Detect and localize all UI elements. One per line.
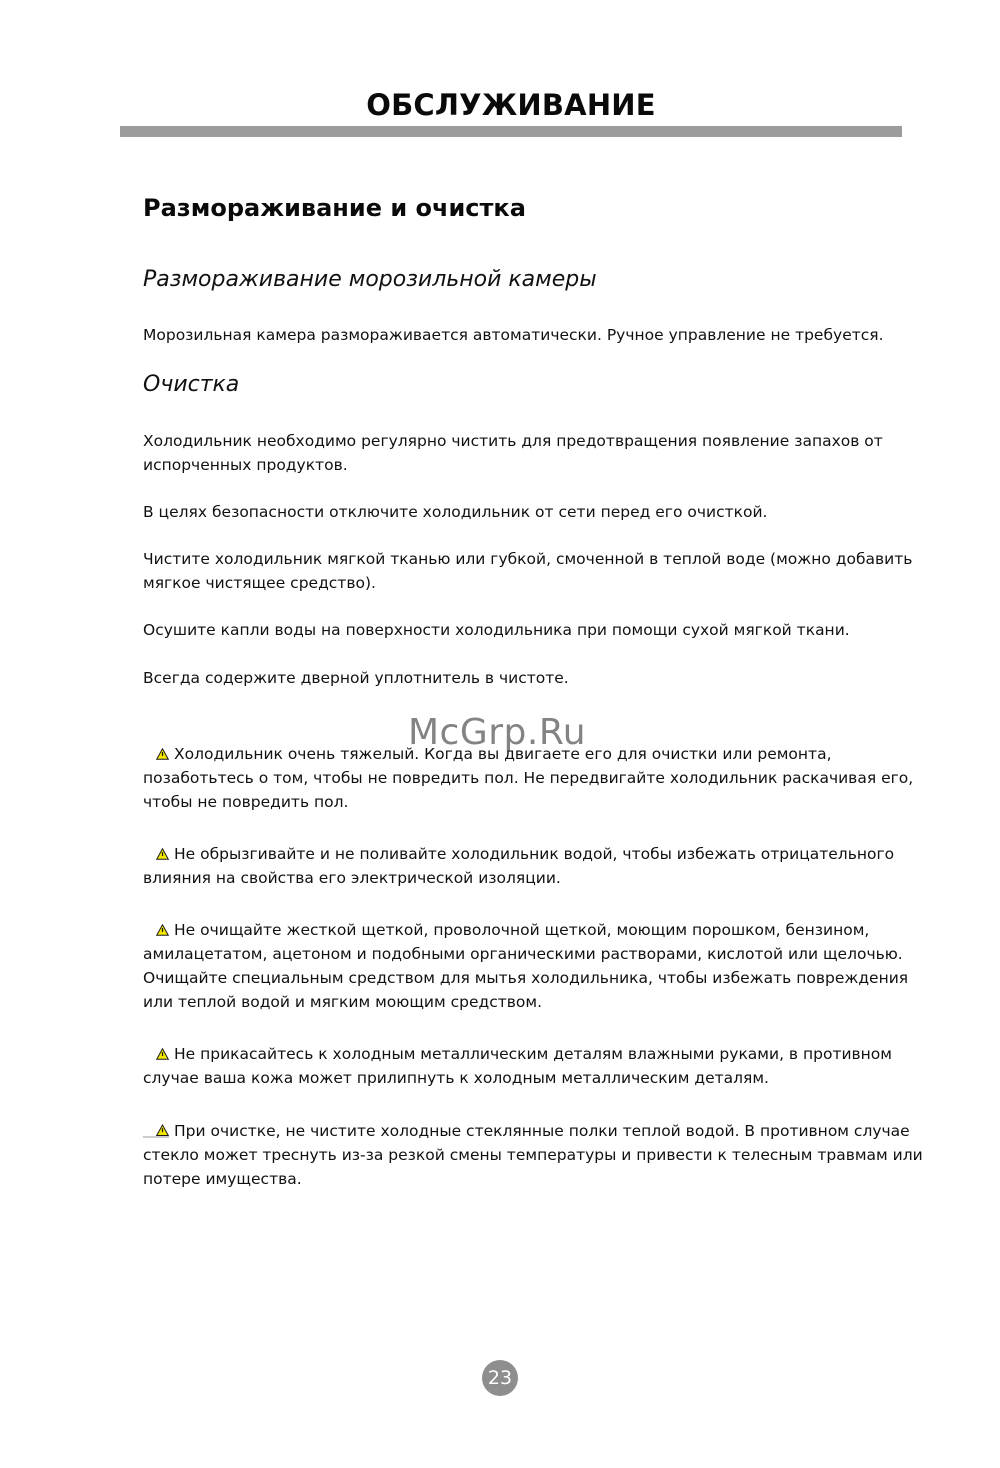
cleaning-paragraph: Всегда содержите дверной уплотнитель в чистоте. (143, 669, 569, 687)
watermark: McGrp.Ru (408, 712, 587, 753)
defrost-text: Морозильная камера размораживается автоматически. Ручное управление не требуется. (143, 326, 884, 344)
cleaning-heading: Очистка (143, 372, 240, 397)
warning-text: Не очищайте жесткой щеткой, проволочной щеткой, моющим порошком, бензином, амилацетатом, ацетоном и подобными органическими растворами, кислотой или щелочью. Очищайте специальным средством для мытья холодильника, чтобы избежать повреждения или теплой водой и мягким моющим средством. (143, 921, 909, 1011)
warning-item (143, 1119, 923, 1191)
warning-text: При очистке, не чистите холодные стеклянные полки теплой водой. В противном случае стекло может треснуть из-за резкой смены температуры и привести к телесным травмам или потере имущества. (143, 1122, 923, 1188)
warning-item (143, 1042, 923, 1090)
warning-triangle-icon (156, 924, 169, 936)
cleaning-paragraph: В целях безопасности отключите холодильник от сети перед его очисткой. (143, 503, 768, 521)
cleaning-paragraph: Чистите холодильник мягкой тканью или губкой, смоченной в теплой воде (можно добавить мягкое чистящее средство). (143, 550, 913, 592)
cleaning-paragraph: Осушите капли воды на поверхности холодильника при помощи сухой мягкой ткани. (143, 621, 850, 639)
warning-item (143, 842, 923, 890)
page-number-badge: 23 (482, 1360, 518, 1396)
section-heading: Размораживание и очистка (143, 194, 526, 222)
warning-triangle-icon (156, 748, 169, 760)
warning-item (143, 918, 923, 1014)
title-divider-bar (120, 126, 902, 137)
warning-triangle-icon (156, 1048, 169, 1060)
page-title: ОБСЛУЖИВАНИЕ (366, 88, 656, 122)
warning-text: Холодильник очень тяжелый. Когда вы двигаете его для очистки или ремонта, позаботьтесь о том, чтобы не повредить пол. Не передвигайте холодильник раскачивая его, чтобы не повредить пол. (143, 745, 914, 811)
warning-triangle-icon (156, 848, 169, 860)
warning-text: Не обрызгивайте и не поливайте холодильник водой, чтобы избежать отрицательного влияния на свойства его электрической изоляции. (143, 845, 895, 887)
cleaning-paragraph: Холодильник необходимо регулярно чистить для предотвращения появление запахов от испорченных продуктов. (143, 432, 883, 474)
defrost-heading: Размораживание морозильной камеры (143, 267, 597, 292)
warning-text: Не прикасайтесь к холодным металлическим деталям влажными руками, в противном случае ваша кожа может прилипнуть к холодным металлическим деталям. (143, 1045, 892, 1087)
warning-triangle-icon (143, 1124, 169, 1138)
